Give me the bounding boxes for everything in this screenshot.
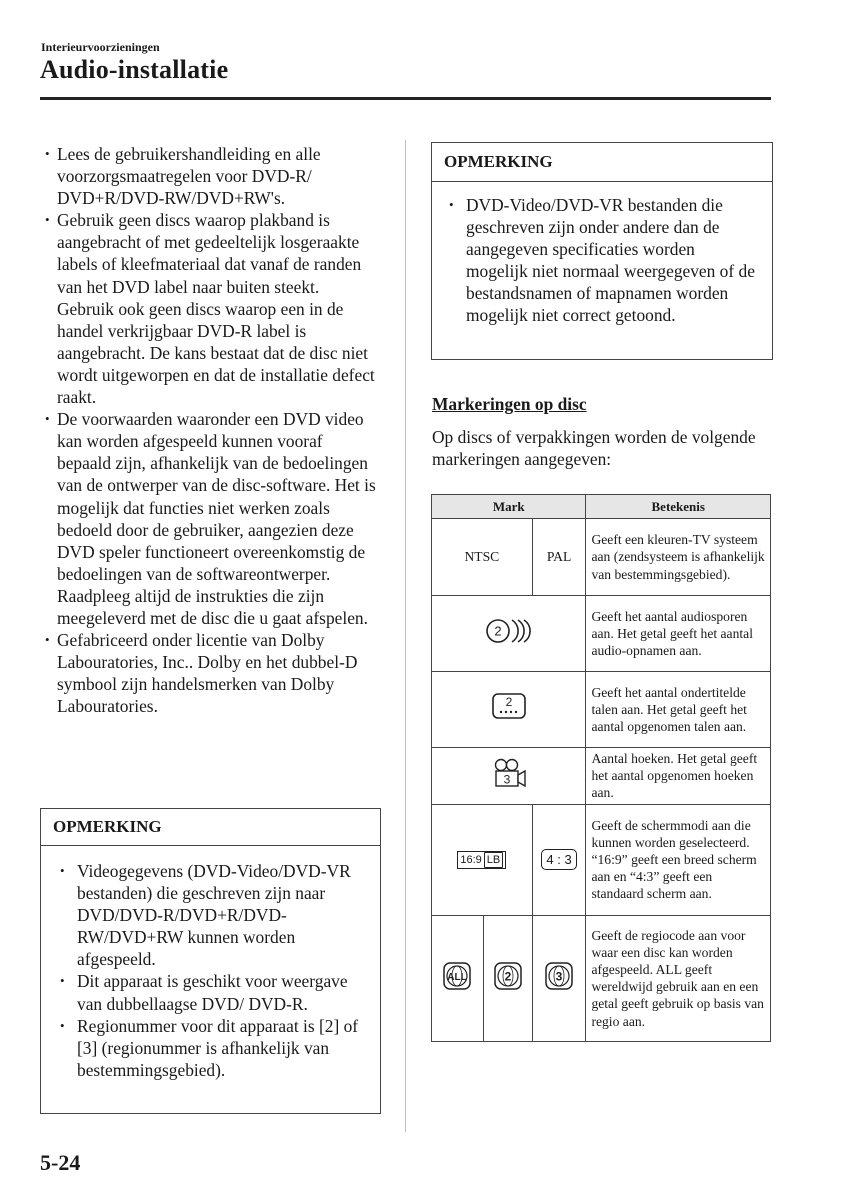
audio-tracks-icon xyxy=(484,615,534,647)
mark-cell xyxy=(432,672,586,748)
meaning-cell: Geeft de regiocode aan voor waar een disc kan worden afgespeeld. ALL geeft wereldwijd gebruik aan en een getal geeft gebruik op basis van regio aan. xyxy=(586,915,771,1041)
subtitle-icon xyxy=(489,692,529,722)
mark-cell xyxy=(432,748,586,805)
mark-cell xyxy=(532,915,586,1041)
markings-heading: Markeringen op disc xyxy=(432,394,587,414)
meaning-cell: Aantal hoeken. Het getal geeft het aantal opgenomen hoeken aan. xyxy=(586,748,771,805)
table-row xyxy=(432,748,771,805)
subtitle-number: 2 xyxy=(505,695,513,710)
page-title: Audio-installatie xyxy=(40,55,229,84)
table-row xyxy=(432,804,771,915)
meaning-cell: Geeft het aantal audiosporen aan. Het getal geeft het aantal audio-opnamen aan. xyxy=(586,596,771,672)
column-divider xyxy=(405,140,406,1132)
note-left-bullet-2: • Dit apparaat is geschikt voor weergave van dubbellaagse DVD/ DVD-R. xyxy=(57,970,364,1014)
note-left-heading: OPMERKING xyxy=(41,809,380,846)
region-all-label: ALL xyxy=(447,972,468,983)
table-row xyxy=(432,915,771,1041)
left-column xyxy=(44,143,379,717)
note-left-body xyxy=(41,846,380,1081)
col-header-mark: Mark xyxy=(432,495,586,519)
region-code-icon xyxy=(544,961,574,991)
mark-cell xyxy=(432,804,533,915)
section-label: Interieurvoorzieningen xyxy=(41,40,160,54)
meaning-cell: Geeft het aantal ondertitelde talen aan. Het getal geeft het aantal opgenomen talen aan. xyxy=(586,672,771,748)
audio-tracks-number: 2 xyxy=(494,623,502,639)
page-number: 5-24 xyxy=(40,1150,81,1175)
mark-cell xyxy=(532,804,586,915)
mark-ntsc: NTSC xyxy=(432,519,533,596)
region-2-label: 2 xyxy=(504,969,512,984)
left-bullet-2: • Gebruik geen discs waarop plakband is aangebracht of met gedeeltelijk losgeraakte labels of kleefmateriaal dat vanaf de randen van het DVD label naar buiten steekt. Gebruik ook geen discs waarop een in de handel verkrijgbaar DVD-R label is aangebracht. De kans bestaat dat de disc niet wordt uitgeworpen en dat de installatie defect raakt. xyxy=(44,209,379,408)
meaning-cell: Geeft de schermmodi aan die kunnen worden geselecteerd. “16:9” geeft een breed scherm aan en “4:3” geeft een standaard scherm aan. xyxy=(586,804,771,915)
markings-intro: Op discs of verpakkingen worden de volgende markeringen aangegeven: xyxy=(432,427,756,470)
note-box-left xyxy=(40,808,381,1114)
left-bullet-1: • Lees de gebruikershandleiding en alle voorzorgsmaatregelen voor DVD-R/ DVD+R/DVD-RW/DVD+RW's. xyxy=(44,143,379,209)
note-right-heading: OPMERKING xyxy=(432,143,772,182)
region-3-label: 3 xyxy=(555,969,563,984)
note-left-bullet-3: • Regionummer voor dit apparaat is [2] of [3] (regionummer is afhankelijk van bestemmingsgebied). xyxy=(57,1015,364,1081)
markings-table xyxy=(431,494,771,1042)
note-box-right xyxy=(431,142,773,360)
note-right-body xyxy=(432,182,772,327)
left-bullet-4: • Gefabriceerd onder licentie van Dolby Labouratories, Inc.. Dolby en het dubbel-D symbool zijn handelsmerken van Dolby Labouratories. xyxy=(44,629,379,717)
region-code-icon xyxy=(442,961,472,991)
mark-cell xyxy=(432,915,484,1041)
mark-pal: PAL xyxy=(532,519,586,596)
camera-angle-icon xyxy=(488,757,530,791)
table-row xyxy=(432,519,771,596)
table-row xyxy=(432,672,771,748)
title-rule xyxy=(40,97,771,100)
screen-mode-icon xyxy=(457,851,506,869)
mark-16-9: 16:9 xyxy=(460,853,482,866)
mark-lb: LB xyxy=(484,852,503,868)
mark-cell xyxy=(483,915,532,1041)
mark-cell xyxy=(432,596,586,672)
meaning-cell: Geeft een kleuren-TV systeem aan (zendsysteem is afhankelijk van bestemmingsgebied). xyxy=(586,519,771,596)
table-row xyxy=(432,596,771,672)
note-left-bullet-1: • Videogegevens (DVD-Video/DVD-VR bestanden) die geschreven zijn naar DVD/DVD-R/DVD+R/DVD-RW/DVD+RW kunnen worden afgespeeld. xyxy=(57,860,364,970)
mark-4-3: 4 : 3 xyxy=(541,849,576,870)
note-right-bullet-1: • DVD-Video/DVD-VR bestanden die geschreven zijn onder andere dan de aangegeven specificaties worden mogelijk niet normaal weergegeven of de bestandsnamen of mapnamen worden mogelijk niet correct getoond. xyxy=(446,194,758,327)
left-bullet-3: • De voorwaarden waaronder een DVD video kan worden afgespeeld kunnen vooraf bepaald zijn, afhankelijk van de bedoelingen van de ontwerper van de disc-software. Het is mogelijk dat functies niet werken zoals bedoeld door de gebruiker, aangezien deze DVD speler functioneert overeenkomstig de bedoelingen van de softwareontwerper. Raadpleeg altijd de instrukties die zijn meegeleverd met de disc die u gaat afspelen. xyxy=(44,408,379,629)
region-code-icon xyxy=(493,961,523,991)
camera-angle-number: 3 xyxy=(503,772,511,787)
col-header-meaning: Betekenis xyxy=(586,495,771,519)
table-header-row xyxy=(432,495,771,519)
